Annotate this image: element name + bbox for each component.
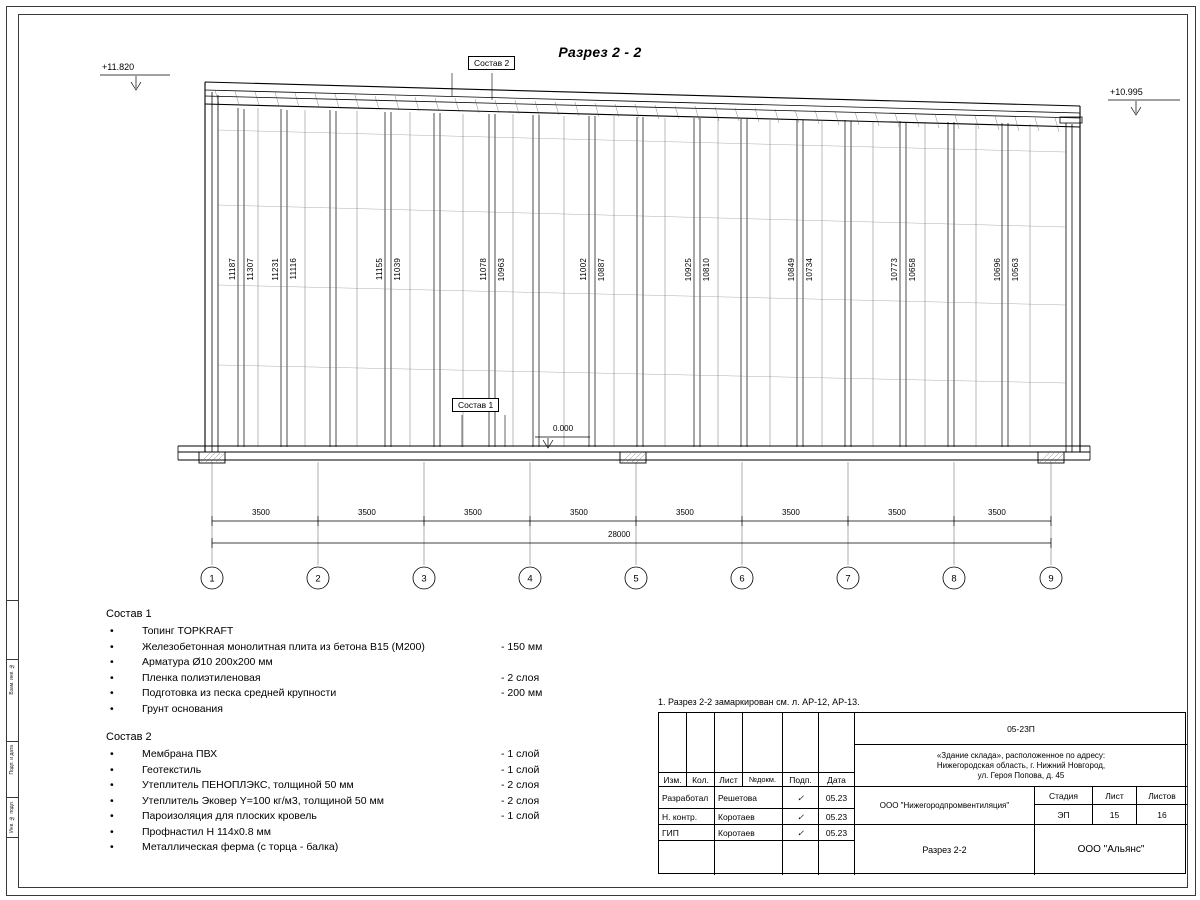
stamp-object-line2: Нижегородская область, г. Нижний Новгород, xyxy=(936,760,1106,770)
column-mark: 11307 xyxy=(246,258,255,281)
dimension-span: 3500 xyxy=(252,508,270,517)
axis-label: 7 xyxy=(845,573,851,585)
elevation-zero: 0.000 xyxy=(553,424,574,433)
stamp-stage-value-list: 15 xyxy=(1093,805,1137,825)
stamp-stage-header-stadia: Стадия xyxy=(1035,787,1093,805)
spec2-item-value: - 2 слоя xyxy=(501,794,540,807)
spec1-item-text: Арматура Ø10 200х200 мм xyxy=(142,656,273,668)
column-mark: 10696 xyxy=(993,258,1002,282)
spec1-item xyxy=(106,702,666,718)
spec1-item xyxy=(106,624,666,640)
axis-label: 2 xyxy=(315,573,321,585)
spec2-item-value: - 1 слой xyxy=(501,810,540,822)
spec2-item xyxy=(106,809,666,825)
spec2-item xyxy=(106,825,666,841)
spec2-heading: Состав 2 xyxy=(106,731,152,743)
spec2-item-value: - 1 слой xyxy=(501,748,540,760)
title-block xyxy=(658,712,1186,874)
stamp-name-2: Коротаев xyxy=(715,825,783,841)
spec2-item xyxy=(106,763,666,779)
spec1-item xyxy=(106,655,666,671)
axis-label: 9 xyxy=(1048,573,1054,585)
spec2-item-text: Мембрана ПВХ xyxy=(142,748,218,760)
stamp-signature-2: ✓ xyxy=(783,825,819,841)
dimension-span: 3500 xyxy=(782,508,800,517)
column-mark: 11116 xyxy=(289,258,298,280)
stamp-signature-1: ✓ xyxy=(783,809,819,825)
axis-label: 1 xyxy=(209,573,215,585)
spec2-item-text: Профнастил Н 114х0.8 мм xyxy=(142,825,271,838)
column-mark: 11039 xyxy=(393,258,402,281)
spec2-item-value: - 1 слой xyxy=(501,763,540,776)
spec2-item-value: - 2 слоя xyxy=(501,779,540,791)
axis-label: 4 xyxy=(527,573,533,585)
spec2-item xyxy=(106,747,666,763)
side-mark-0: Взам. инв. № xyxy=(9,663,15,695)
column-mark: 11187 xyxy=(228,258,237,281)
spec2-item-text: Геотекстиль xyxy=(142,763,202,776)
stamp-name-0: Решетова xyxy=(715,787,783,809)
dimension-span: 3500 xyxy=(988,508,1006,517)
column-mark: 10849 xyxy=(787,258,796,282)
side-mark-2: Инв. № подл. xyxy=(9,801,15,833)
stamp-header-podp: Подп. xyxy=(783,773,819,787)
stamp-company: ООО "Нижегородпромвентиляция" xyxy=(855,787,1035,825)
spec-sostav-2 xyxy=(106,731,666,856)
stamp-role-1: Н. контр. xyxy=(659,809,715,825)
axis-label: 3 xyxy=(421,573,427,585)
stamp-header-ndok: №докм. xyxy=(743,773,783,787)
column-mark: 11078 xyxy=(479,258,488,281)
column-mark: 11002 xyxy=(579,258,588,281)
spec1-heading: Состав 1 xyxy=(106,608,152,620)
stamp-date-0: 05.23 xyxy=(819,787,855,809)
spec2-item-text: Утеплитель Эковер Y=100 кг/м3, толщиной 50 мм xyxy=(142,794,384,807)
column-mark: 11155 xyxy=(375,258,384,281)
dimension-span: 3500 xyxy=(676,508,694,517)
spec1-item xyxy=(106,686,666,702)
spec1-item-value: - 150 мм xyxy=(501,640,543,653)
dimension-span: 3500 xyxy=(888,508,906,517)
stamp-name-1: Коротаев xyxy=(715,809,783,825)
spec2-item-text: Пароизоляция для плоских кровель xyxy=(142,810,317,822)
spec1-item-text: Железобетонная монолитная плита из бетона В15 (М200) xyxy=(142,640,425,653)
column-mark: 10963 xyxy=(497,258,506,282)
stamp-date-1: 05.23 xyxy=(819,809,855,825)
stamp-header-data: Дата xyxy=(819,773,855,787)
column-mark: 10773 xyxy=(890,258,899,282)
elevation-left: +11.820 xyxy=(102,62,135,72)
stamp-stage-header-list: Лист xyxy=(1093,787,1137,805)
spec2-item xyxy=(106,794,666,810)
spec1-item-value: - 200 мм xyxy=(501,687,543,699)
stamp-sheet-title: Разрез 2-2 xyxy=(855,825,1035,875)
spec2-item xyxy=(106,778,666,794)
spec1-item-text: Подготовка из песка средней крупности xyxy=(142,687,337,699)
stamp-object-line3: ул. Героя Попова, д. 45 xyxy=(977,770,1065,780)
column-mark: 10563 xyxy=(1011,258,1020,282)
column-mark: 11231 xyxy=(271,258,280,281)
dimension-span: 3500 xyxy=(570,508,588,517)
spec1-item-value: - 2 слоя xyxy=(501,671,540,684)
spec2-item xyxy=(106,840,666,856)
stamp-header-list: Лист xyxy=(715,773,743,787)
stamp-stage-value-stadia: ЭП xyxy=(1035,805,1093,825)
stamp-role-2: ГИП xyxy=(659,825,715,841)
stamp-header-kol: Кол. xyxy=(687,773,715,787)
stamp-stage-header-listov: Листов xyxy=(1137,787,1187,805)
axis-label: 8 xyxy=(951,573,957,585)
axis-label: 6 xyxy=(739,573,745,585)
spec2-item-text: Металлическая ферма (с торца - балка) xyxy=(142,841,339,853)
page-title: Разрез 2 - 2 xyxy=(558,44,642,60)
elevation-right: +10.995 xyxy=(1110,87,1143,97)
spec1-item-text: Топинг TOPKRAFT xyxy=(142,625,234,637)
spec2-item-text: Утеплитель ПЕНОПЛЭКС, толщиной 50 мм xyxy=(142,779,354,791)
axis-label: 5 xyxy=(633,573,639,585)
column-mark: 10734 xyxy=(805,258,814,282)
stamp-stage-value-listov: 16 xyxy=(1137,805,1187,825)
dimension-span: 3500 xyxy=(464,508,482,517)
stamp-role-0: Разработал xyxy=(659,787,715,809)
stamp-signature-0: ✓ xyxy=(783,787,819,809)
column-mark: 10810 xyxy=(702,258,711,282)
spec1-item xyxy=(106,640,666,656)
spec1-item xyxy=(106,671,666,687)
callout-sostav-2: Состав 2 xyxy=(468,56,515,70)
drawing-note: 1. Разрез 2-2 замаркирован см. л. АР-12, АР-13. xyxy=(658,697,860,707)
spec1-item-text: Пленка полиэтиленовая xyxy=(142,671,261,684)
dimension-span: 3500 xyxy=(358,508,376,517)
callout-sostav-1: Состав 1 xyxy=(452,398,499,412)
spec-sostav-1 xyxy=(106,608,666,717)
stamp-date-2: 05.23 xyxy=(819,825,855,841)
column-mark: 10658 xyxy=(908,258,917,282)
column-mark: 10887 xyxy=(597,258,606,282)
dimension-total: 28000 xyxy=(608,530,631,539)
side-mark-1: Подп. и дата xyxy=(9,745,15,775)
stamp-project-code: 05-23П xyxy=(855,713,1187,745)
stamp-object xyxy=(855,745,1187,787)
stamp-contractor: ООО "Альянс" xyxy=(1077,844,1145,855)
stamp-object-line1: «Здание склада», расположенное по адресу: xyxy=(936,750,1106,760)
stamp-header-izm: Изм. xyxy=(659,773,687,787)
spec1-item-text: Грунт основания xyxy=(142,702,223,715)
column-mark: 10925 xyxy=(684,258,693,282)
